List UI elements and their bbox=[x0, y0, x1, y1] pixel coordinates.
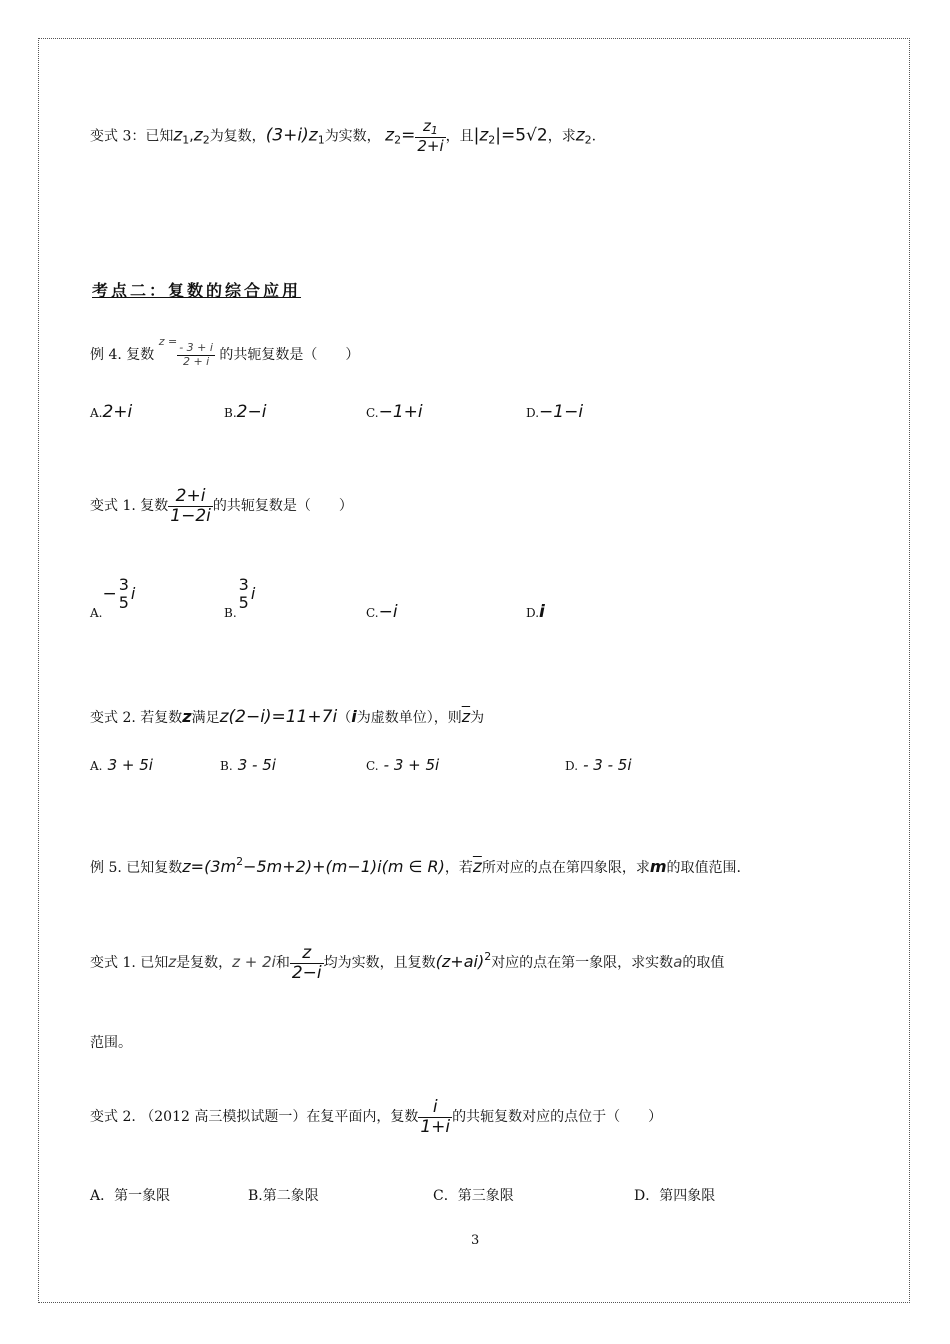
ex4-option-b[interactable] bbox=[224, 402, 266, 422]
var2-z: z bbox=[182, 707, 192, 726]
var2-i: i bbox=[351, 707, 357, 726]
option-value: 第三象限 bbox=[457, 1188, 514, 1204]
var1b-z: z bbox=[168, 953, 177, 972]
q3-frac-num: z bbox=[423, 117, 431, 135]
var2-mid1: 满足 bbox=[191, 710, 220, 726]
var1b-mid3: 均为实数，且复数 bbox=[323, 955, 436, 972]
option-label: C. bbox=[366, 759, 379, 773]
var1b-fraction bbox=[290, 944, 324, 982]
var1b-a: a bbox=[673, 953, 683, 972]
ex4-frac-den: 2 + i bbox=[182, 354, 210, 368]
ex5-mid1: ，若 bbox=[444, 860, 473, 876]
var1b-frac-den: 2−i bbox=[291, 962, 322, 983]
q3-mid2: 为实数， bbox=[324, 128, 381, 145]
var1b-sup: 2 bbox=[484, 950, 492, 964]
option-label: A. bbox=[90, 406, 103, 420]
q3-z1: z bbox=[173, 125, 183, 146]
var1-prefix: 变式 1. 复数 bbox=[90, 498, 169, 515]
option-i: i bbox=[250, 583, 256, 603]
ex5-sup: 2 bbox=[236, 855, 244, 868]
variant-1 bbox=[90, 487, 353, 525]
option-label: C. bbox=[366, 406, 379, 420]
q3-sub1b: 1 bbox=[317, 133, 325, 147]
q3-abs-tail: |=5√2 bbox=[495, 125, 548, 146]
q3-eq-lhs: z bbox=[385, 125, 395, 146]
q3-frac-den: 2+i bbox=[417, 137, 444, 156]
var1b-suffix: 的取值 bbox=[682, 955, 725, 972]
var2b-option-b[interactable] bbox=[248, 1185, 319, 1205]
q3-prefix: 变式 3：已知 bbox=[90, 128, 174, 145]
q3-z2: z bbox=[193, 125, 203, 146]
var1-frac-num: 2+i bbox=[168, 487, 213, 507]
var1-fraction bbox=[168, 487, 213, 525]
option-value: −1+i bbox=[378, 402, 423, 422]
option-label: B. bbox=[224, 605, 237, 620]
var2-zbar: $\overline{z}$ bbox=[461, 707, 471, 726]
option-value: −1−i bbox=[539, 402, 584, 422]
var2-paren-open: （ bbox=[337, 710, 352, 726]
q3-mid3: ，且 bbox=[445, 128, 474, 145]
var2b-prefix: 变式 2. （2012 高三模拟试题一）在复平面内，复数 bbox=[90, 1109, 419, 1126]
option-fraction bbox=[237, 576, 251, 613]
frac-num: 3 bbox=[238, 575, 249, 594]
var1-option-c[interactable] bbox=[366, 602, 398, 622]
var2b-option-d[interactable] bbox=[634, 1185, 715, 1205]
option-value: 2+i bbox=[102, 402, 133, 422]
var2b-fraction bbox=[418, 1098, 452, 1136]
option-label: A. bbox=[90, 605, 103, 620]
q3-end: . bbox=[591, 128, 597, 145]
q3-paren-expr: (3+i) bbox=[265, 125, 309, 146]
option-value: - 3 - 5i bbox=[583, 756, 632, 774]
var2b-frac-num: i bbox=[418, 1098, 452, 1118]
q3-eq-lhs-sub: 2 bbox=[394, 133, 402, 147]
page-number: 3 bbox=[471, 1233, 480, 1248]
q3-sub2: 2 bbox=[202, 133, 210, 147]
var2-equation: z(2−i)=11+7i bbox=[219, 707, 338, 727]
var2b-option-c[interactable] bbox=[433, 1185, 514, 1205]
option-value: −i bbox=[378, 602, 398, 622]
example-4 bbox=[90, 335, 359, 368]
option-label: B. bbox=[220, 759, 233, 773]
ex5-suffix: 的取值范围. bbox=[666, 860, 741, 876]
ex4-fraction bbox=[177, 342, 215, 367]
ex4-frac-num: - 3 + i bbox=[179, 341, 213, 355]
ex5-prefix: 例 5. 已知复数 bbox=[90, 860, 183, 876]
option-value: 第四象限 bbox=[659, 1188, 716, 1204]
section-heading: 考点二：复数的综合应用 bbox=[92, 281, 302, 300]
option-label: D. bbox=[565, 759, 579, 773]
var1-option-d[interactable] bbox=[526, 602, 545, 622]
ex5-expr-a: z=(3m bbox=[182, 857, 237, 876]
ex4-prefix: 例 4. 复数 bbox=[90, 347, 155, 363]
option-label: D． bbox=[634, 1188, 660, 1204]
q3-frac-num-sub: 1 bbox=[430, 124, 438, 137]
ex4-option-d[interactable] bbox=[526, 402, 583, 422]
q3-mid1: 为复数， bbox=[209, 128, 266, 145]
option-label: C. bbox=[366, 606, 379, 620]
var1b-expr2: (z+ai) bbox=[435, 952, 485, 972]
var1b-prefix: 变式 1. 已知 bbox=[90, 955, 169, 972]
option-label: C． bbox=[433, 1188, 458, 1204]
q3-fraction bbox=[415, 118, 445, 155]
option-label: A． bbox=[90, 1188, 115, 1204]
variant-1b bbox=[90, 944, 724, 982]
q3-eq-sign: = bbox=[401, 125, 416, 146]
option-value: 第二象限 bbox=[262, 1188, 319, 1204]
var2-prefix: 变式 2. 若复数 bbox=[90, 710, 183, 726]
ex5-zbar: $\overline{z}$ bbox=[472, 857, 482, 877]
q3-ans: z bbox=[575, 125, 585, 146]
q3-abs-expr: |z bbox=[473, 125, 489, 146]
frac-den: 5 bbox=[118, 593, 129, 613]
q3-mid4: ，求 bbox=[547, 128, 576, 145]
var1b-mid4: 对应的点在第一象限，求实数 bbox=[491, 955, 674, 972]
ex5-m: m bbox=[649, 857, 667, 876]
option-label: D. bbox=[526, 606, 540, 620]
q3-abs-sub: 2 bbox=[488, 133, 496, 147]
var1-suffix: 的共轭复数是（ ） bbox=[212, 498, 353, 515]
var1b-expr1: z + 2i bbox=[232, 953, 276, 972]
variant-2 bbox=[90, 707, 484, 727]
option-value: - 3 + 5i bbox=[383, 756, 440, 774]
ex4-option-c[interactable] bbox=[366, 402, 423, 422]
q3-z1b: z bbox=[308, 125, 318, 146]
option-i: i bbox=[130, 583, 136, 603]
var2b-option-a[interactable] bbox=[90, 1185, 170, 1205]
var2-suffix: 为 bbox=[470, 710, 485, 726]
option-value: 3 - 5i bbox=[237, 756, 276, 774]
option-label: B. bbox=[248, 1188, 263, 1204]
var1b-mid2: 和 bbox=[275, 955, 290, 972]
var1-option-b[interactable] bbox=[224, 576, 255, 620]
option-label: B. bbox=[224, 406, 237, 420]
option-value: 第一象限 bbox=[114, 1188, 171, 1204]
q3-comma: , bbox=[189, 128, 194, 145]
q3-sub1: 1 bbox=[182, 133, 190, 147]
var2b-frac-den: 1+i bbox=[420, 1116, 451, 1137]
var2b-suffix: 的共轭复数对应的点位于（ ） bbox=[452, 1109, 663, 1126]
var2-option-c[interactable] bbox=[366, 755, 439, 774]
variant-2b bbox=[90, 1098, 662, 1136]
var2-option-b[interactable] bbox=[220, 755, 276, 774]
option-value: 3 + 5i bbox=[107, 756, 153, 774]
option-value: i bbox=[539, 602, 545, 622]
frac-num: 3 bbox=[118, 575, 129, 594]
var2-option-d[interactable] bbox=[565, 755, 632, 774]
option-label: A. bbox=[90, 759, 103, 773]
var1-option-a[interactable] bbox=[90, 576, 135, 620]
example-5 bbox=[90, 855, 741, 877]
option-value: 2−i bbox=[236, 402, 267, 422]
var1b-mid1: 是复数， bbox=[176, 955, 233, 972]
var1-frac-den: 1−2i bbox=[170, 505, 211, 526]
ex5-expr-b: −5m+2)+(m−1)i(m ∈ R) bbox=[243, 857, 445, 876]
ex4-suffix: 的共轭复数是（ ） bbox=[219, 347, 360, 363]
ex4-option-a[interactable] bbox=[90, 402, 132, 422]
variant-3 bbox=[90, 118, 596, 155]
option-fraction bbox=[117, 576, 131, 613]
ex5-mid2: 所对应的点在第四象限，求 bbox=[481, 860, 650, 876]
frac-den: 5 bbox=[238, 593, 249, 613]
option-sign: − bbox=[102, 583, 117, 604]
var2-paren-text: 为虚数单位），则 bbox=[356, 710, 462, 726]
ex4-z-eq: z = bbox=[158, 335, 178, 348]
var1b-line2: 范围。 bbox=[90, 1035, 132, 1051]
var2-option-a[interactable] bbox=[90, 755, 153, 774]
q3-ans-sub: 2 bbox=[584, 133, 592, 147]
option-label: D. bbox=[526, 406, 540, 420]
var1b-frac-num: z bbox=[290, 944, 324, 964]
